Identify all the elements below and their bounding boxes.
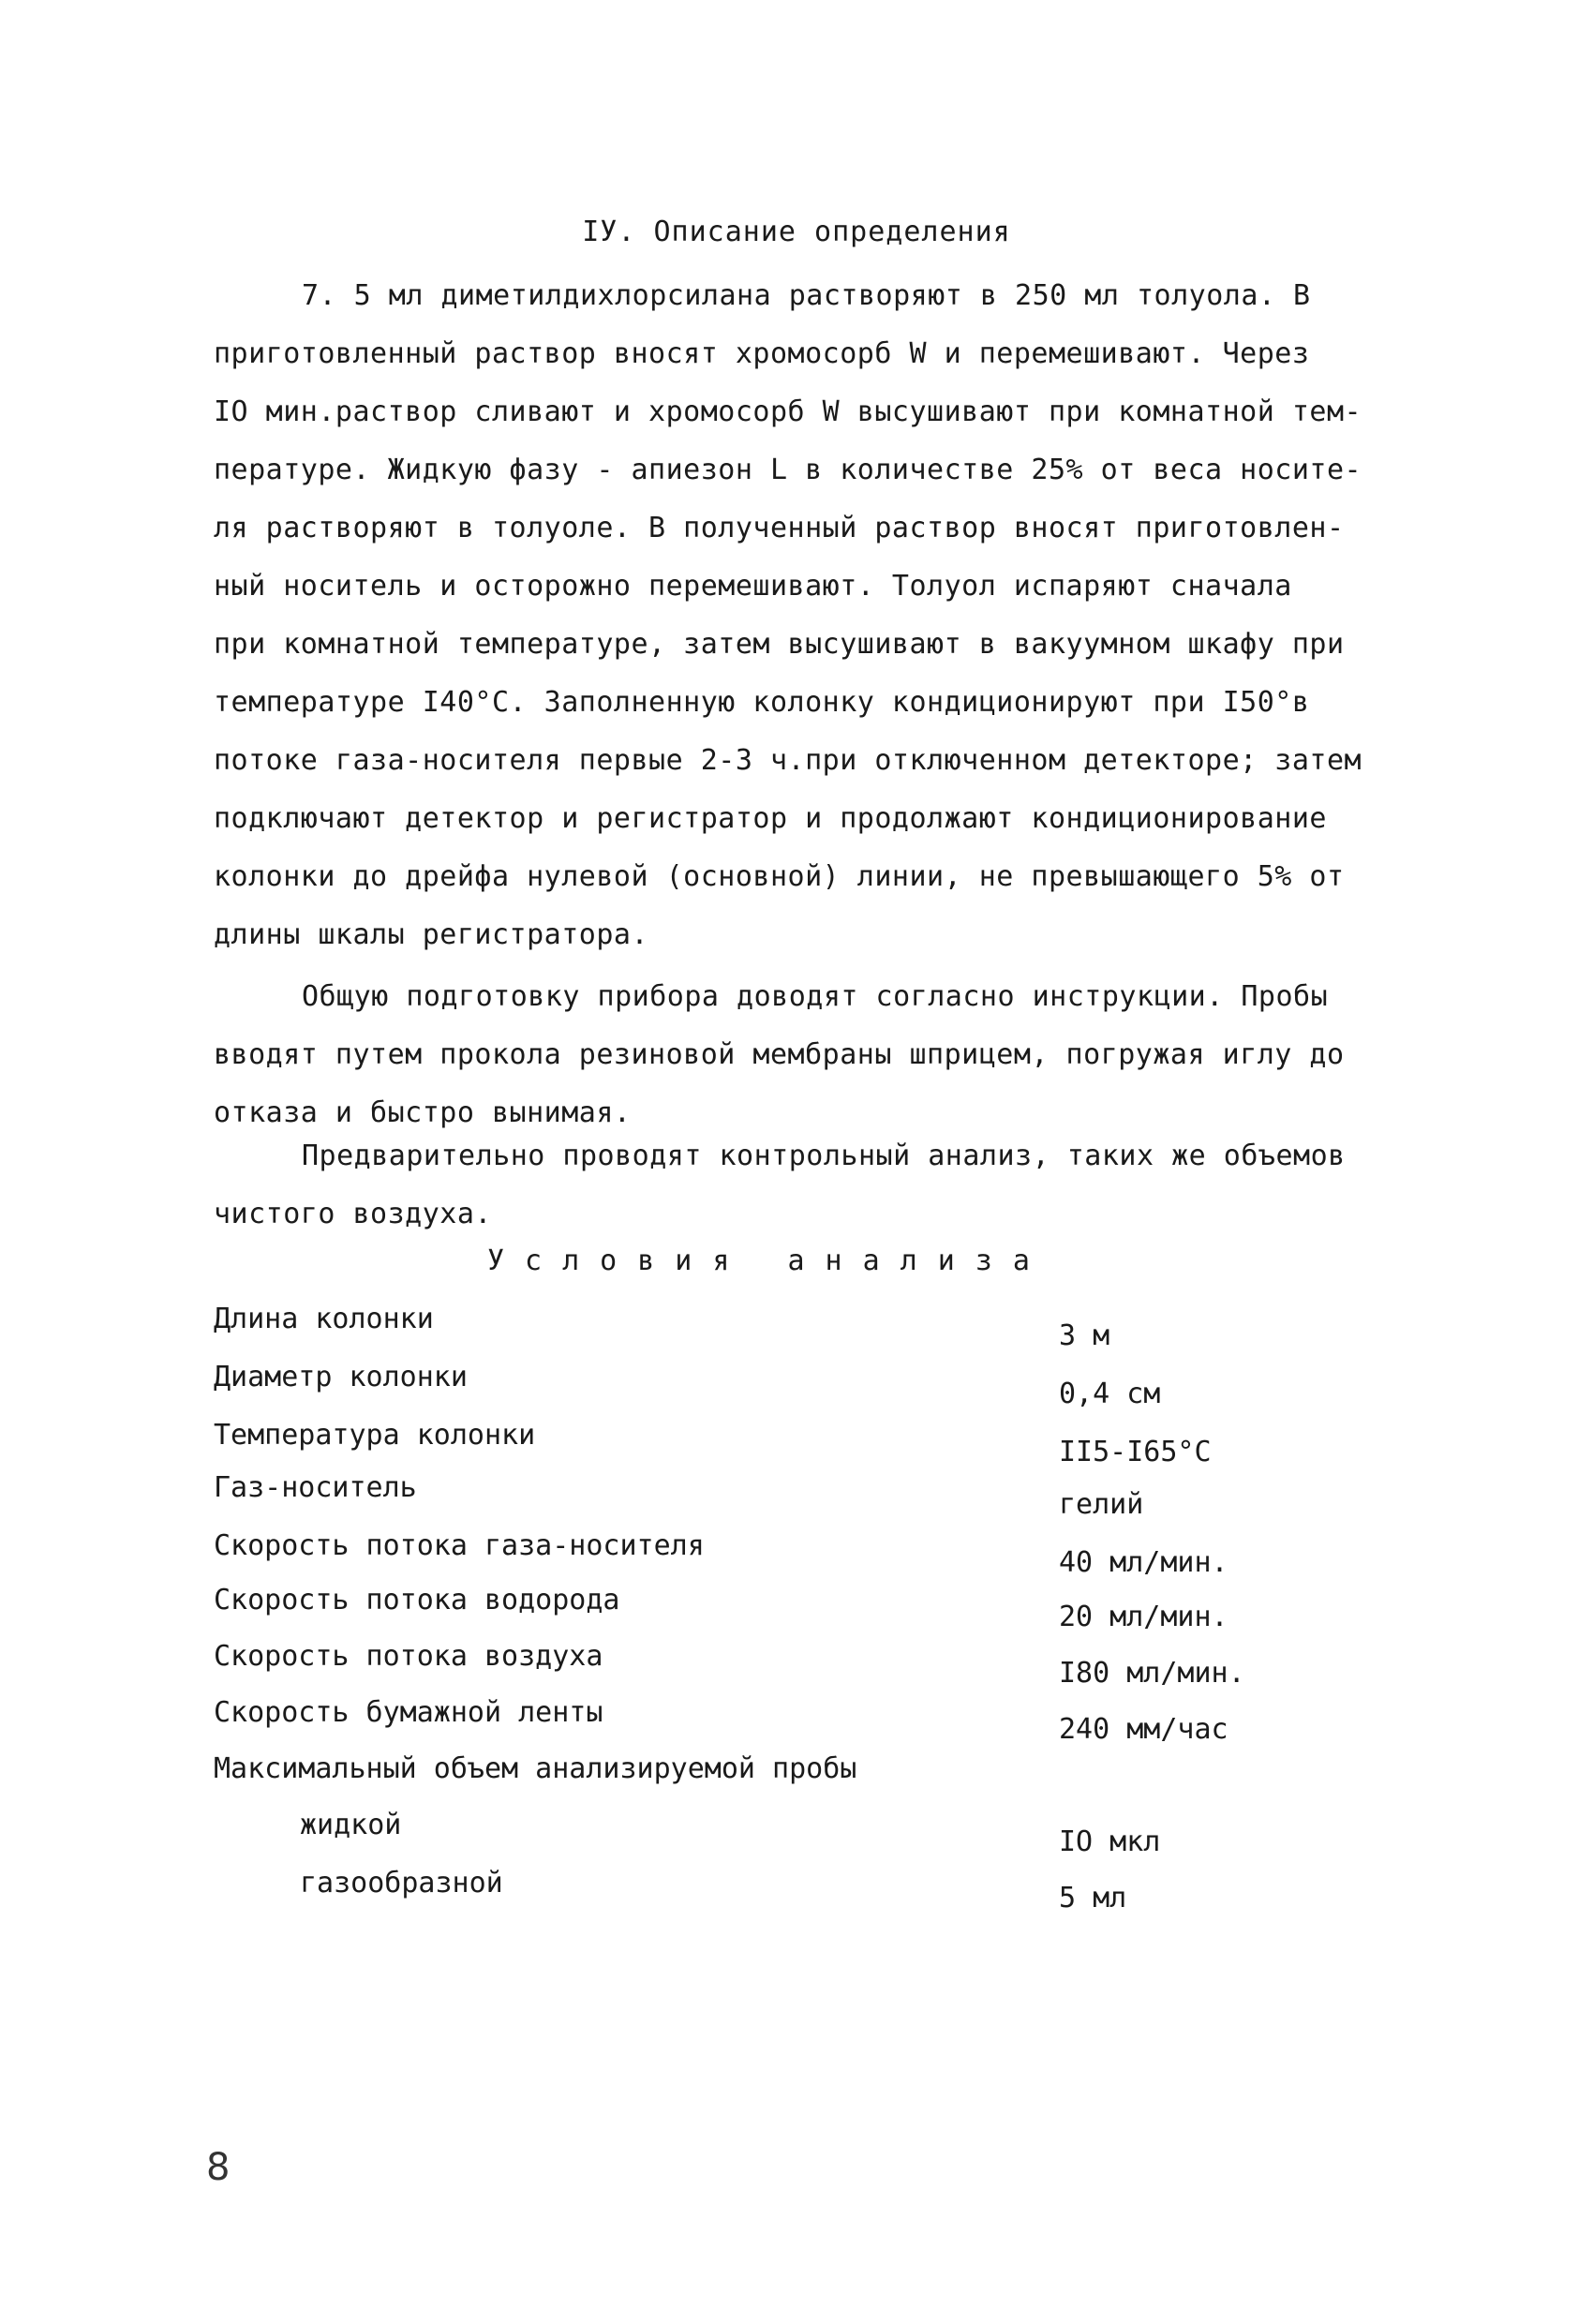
condition-label: Скорость потока водорода [214, 1584, 620, 1616]
condition-label: Газ-носитель [214, 1471, 417, 1504]
paragraph-line: потоке газа-носителя первые 2-3 ч.при отключенном детекторе; затем [214, 744, 1362, 777]
condition-value: 20 мл/мин. [1059, 1601, 1228, 1633]
paragraph-line: температуре I40°С. Заполненную колонку кондиционируют при I50°в [214, 686, 1310, 719]
page-number: 8 [206, 2146, 231, 2189]
condition-label: Скорость потока газа-носителя [214, 1529, 705, 1562]
condition-value: 3 м [1059, 1319, 1110, 1352]
conditions-title: Условия анализа [487, 1244, 1050, 1277]
paragraph-line: IO мин.раствор сливают и хромосорб W высушивают при комнатной тем- [214, 395, 1362, 428]
condition-value: 5 мл [1059, 1882, 1127, 1914]
paragraph-line: 7. 5 мл диметилдихлорсилана растворяют в 250 мл толуола. В [302, 279, 1311, 312]
section-heading: IУ. Описание определения [582, 216, 1011, 248]
condition-label: жидкой [300, 1809, 402, 1841]
condition-value: IO мкл [1059, 1825, 1161, 1858]
paragraph-line: Общую подготовку прибора доводят согласно инструкции. Пробы [302, 980, 1329, 1013]
paragraph-line: отказа и быстро вынимая. [214, 1096, 632, 1129]
condition-value: 40 мл/мин. [1059, 1546, 1228, 1579]
paragraph-line: вводят путем прокола резиновой мембраны шприцем, погружая иглу до [214, 1038, 1345, 1071]
paragraph-line: ля растворяют в толуоле. В полученный раствор вносят приготовлен- [214, 512, 1345, 544]
condition-value: 240 мм/час [1059, 1713, 1228, 1746]
paragraph-line: подключают детектор и регистратор и продолжают кондиционирование [214, 802, 1327, 835]
condition-value: I80 мл/мин. [1059, 1657, 1245, 1690]
condition-label: Скорость потока воздуха [214, 1640, 603, 1673]
condition-label: Длина колонки [214, 1303, 434, 1335]
paragraph-line: чистого воздуха. [214, 1198, 492, 1230]
paragraph-line: приготовленный раствор вносят хромосорб W и перемешивают. Через [214, 337, 1310, 370]
paragraph-line: длины шкалы регистратора. [214, 918, 649, 951]
paragraph-line: при комнатной температуре, затем высушивают в вакуумном шкафу при [214, 628, 1345, 661]
paragraph-line: Предварительно проводят контрольный анализ, таких же объемов [302, 1140, 1346, 1172]
paragraph-line: ный носитель и осторожно перемешивают. Толуол испаряют сначала [214, 570, 1292, 603]
condition-label: Скорость бумажной ленты [214, 1696, 603, 1729]
condition-label: газообразной [300, 1867, 503, 1899]
condition-label: Температура колонки [214, 1419, 536, 1452]
condition-value: гелий [1059, 1488, 1144, 1521]
condition-label: Максимальный объем анализируемой пробы [214, 1752, 857, 1785]
condition-value: 0,4 см [1059, 1378, 1161, 1410]
condition-label: Диаметр колонки [214, 1361, 468, 1393]
paragraph-line: колонки до дрейфа нулевой (основной) линии, не превышающего 5% от [214, 860, 1345, 893]
paragraph-line: пературе. Жидкую фазу - апиезон L в количестве 25% от веса носите- [214, 454, 1362, 486]
condition-value: II5-I65°С [1059, 1436, 1212, 1468]
